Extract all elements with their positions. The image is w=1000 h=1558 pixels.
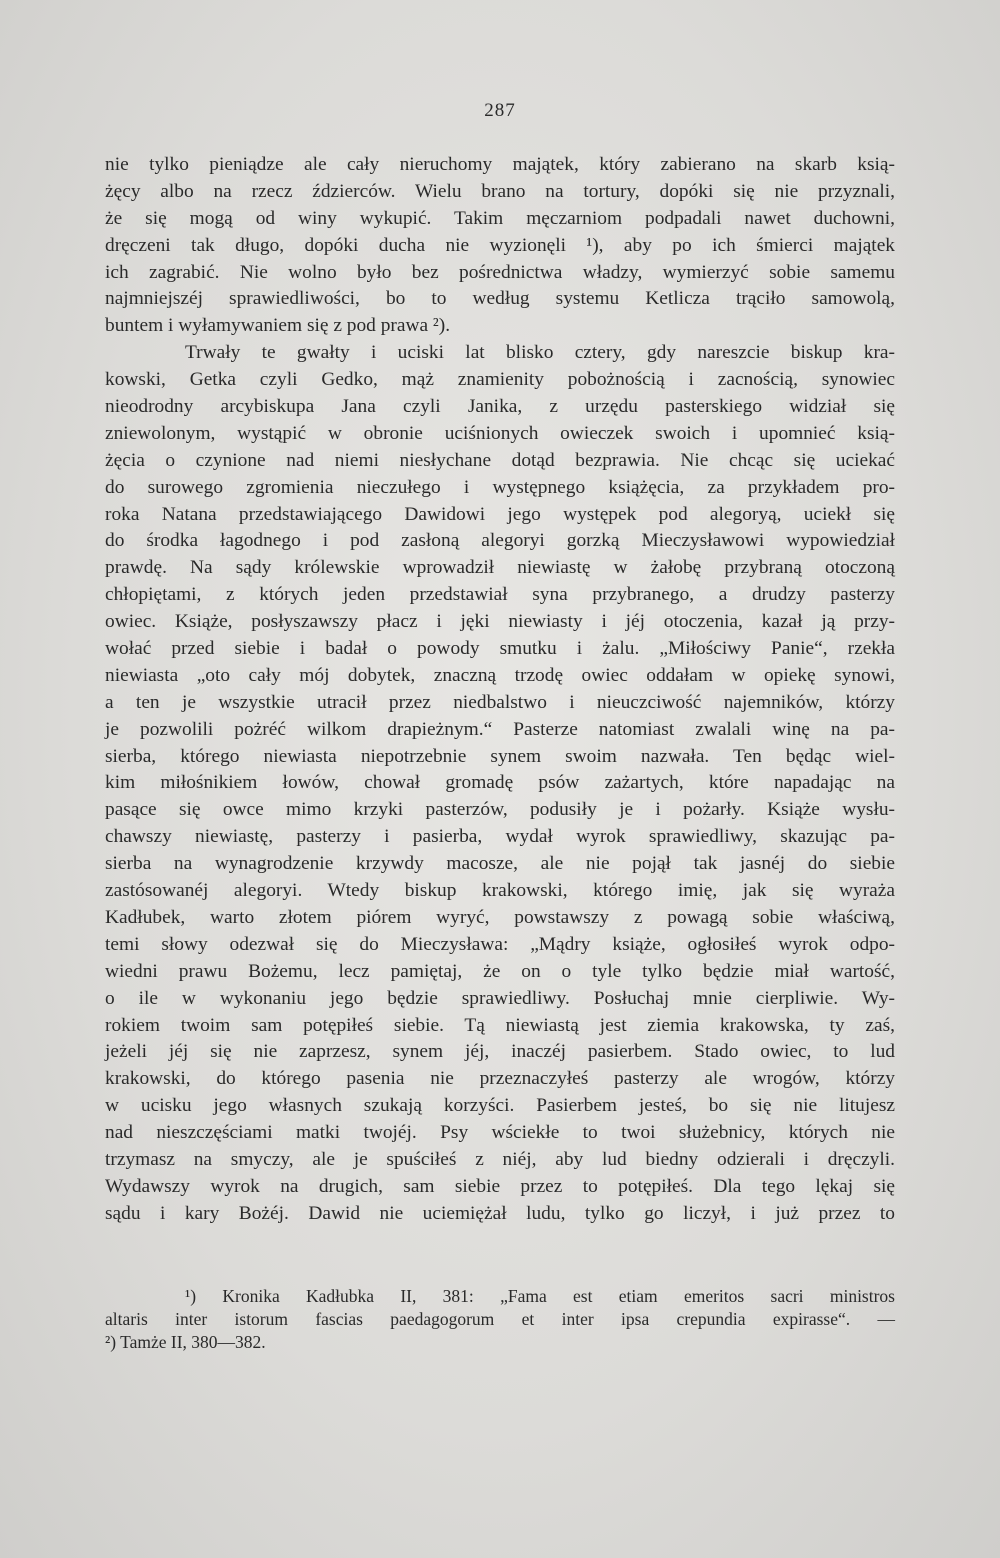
text-line: jeżeli jéj się nie zaprzesz, synem jéj, inaczéj pasierbem. Stado owiec, to lud xyxy=(105,1041,895,1063)
text-line: kowski, Getka czyli Gedko, mąż znamienity pobożnością i zacnością, synowiec xyxy=(105,369,895,391)
footnotes xyxy=(105,1285,895,1354)
text-line: Wydawszy wyrok na drugich, sam siebie przez to potępiłeś. Dla tego lękaj się xyxy=(105,1175,895,1197)
text-line: chawszy niewiastę, pasterzy i pasierba, wydał wyrok sprawiedliwy, skazując pa- xyxy=(105,826,895,848)
text-line: wiedni prawu Bożemu, lecz pamiętaj, że on o tyle tylko będzie miał wartość, xyxy=(105,960,895,982)
text-line: sierba, którego niewiasta niepotrzebnie synem swoim nazwała. Ten będąc wiel- xyxy=(105,745,895,767)
footnote-line: ¹) Kronika Kadłubka II, 381: „Fama est etiam emeritos sacri ministros xyxy=(185,1286,895,1306)
page-number: 287 xyxy=(484,100,516,121)
text-line: że się mogą od winy wykupić. Takim męczarniom podpadali nawet duchowni, xyxy=(105,207,895,229)
text-line: prawdę. Na sądy królewskie wprowadził niewiastę w żałobę przybraną otoczoną xyxy=(105,557,895,579)
paragraph-start-line: Trwały te gwałty i uciski lat blisko cztery, gdy nareszcie biskup kra- xyxy=(185,342,895,364)
text-line: żęcy albo na rzecz ździerców. Wielu brano na tortury, dopóki się nie przyznali, xyxy=(105,180,895,202)
text-line: sierba na wynagrodzenie krzywdy macosze, ale nie pojął tak jasnéj do siebie xyxy=(105,853,895,875)
text-line: kim miłośnikiem łowów, chował gromadę psów zażartych, które napadając na xyxy=(105,772,895,794)
text-line: Kadłubek, warto złotem piórem wyryć, powstawszy z powagą sobie właściwą, xyxy=(105,906,895,928)
text-line: owiec. Książe, posłyszawszy płacz i jęki niewiasty i jéj otoczenia, kazał ją przy- xyxy=(105,611,895,633)
text-line: ich zagrabić. Nie wolno było bez pośrednictwa władzy, wymierzyć sobie samemu xyxy=(105,261,895,283)
text-line: sądu i kary Bożéj. Dawid nie uciemiężał ludu, tylko go liczył, i już przez to xyxy=(105,1202,895,1224)
text-line: rokiem twoim sam potępiłeś siebie. Tą niewiastą jest ziemia krakowska, ty zaś, xyxy=(105,1014,895,1036)
text-line: pasące się owce mimo krzyki pasterzów, podusiły je i pożarły. Książe wysłu- xyxy=(105,799,895,821)
footnote-line: ²) Tamże II, 380—382. xyxy=(105,1332,266,1352)
text-line: chłopiętami, z których jeden przedstawiał syna przybranego, a drudzy pasterzy xyxy=(105,584,895,606)
text-line: do środka łagodnego i pod zasłoną alegoryi gorzką Mieczysławowi wypowiedział xyxy=(105,530,895,552)
text-line: do surowego zgromienia nieczułego i występnego książęcia, za przykładem pro- xyxy=(105,476,895,498)
text-line: trzymasz na smyczy, ale je spuściłeś z niéj, aby lud biedny odzierali i dręczyli. xyxy=(105,1148,895,1170)
text-line: nad nieszczęściami matki twojéj. Psy wściekłe to twoi służebnicy, których nie xyxy=(105,1122,895,1144)
text-line: w ucisku jego własnych szukają korzyści. Pasierbem jesteś, bo się nie litujesz xyxy=(105,1095,895,1117)
text-line: je pozwolili pożréć wilkom drapieżnym.“ Pasterze natomiast zwalali winę na pa- xyxy=(105,718,895,740)
text-line: temi słowy odezwał się do Mieczysława: „Mądry książe, ogłosiłeś wyrok odpo- xyxy=(105,933,895,955)
body-text xyxy=(105,152,895,1228)
text-line: buntem i wyłamywaniem się z pod prawa ²). xyxy=(105,315,451,337)
text-line: niewiasta „oto cały mój dobytek, znaczną trzodę owiec oddałam w opiekę synowi, xyxy=(105,664,895,686)
text-line: a ten je wszystkie utracił przez niedbalstwo i nieuczciwość najemników, którzy xyxy=(105,691,895,713)
text-line: zastósowanéj alegoryi. Wtedy biskup krakowski, którego imię, jak się wyraża xyxy=(105,880,895,902)
text-line: wołać przed siebie i badał o powody smutku i żalu. „Miłościwy Panie“, rzekła xyxy=(105,638,895,660)
text-line: zniewolonym, wystąpić w obronie uciśnionych owieczek swoich i upomnieć ksią- xyxy=(105,422,895,444)
text-line: krakowski, do którego pasenia nie przeznaczyłeś pasterzy ale wrogów, którzy xyxy=(105,1068,895,1090)
text-line: roka Natana przedstawiającego Dawidowi jego występek pod alegoryą, uciekł się xyxy=(105,503,895,525)
text-line: nie tylko pieniądze ale cały nieruchomy majątek, który zabierano na skarb ksią- xyxy=(105,154,895,175)
text-line: o ile w wykonaniu jego będzie sprawiedliwy. Posłuchaj mnie cierpliwie. Wy- xyxy=(105,987,895,1009)
text-line: żęcia o czynione nad niemi niesłychane dotąd bezprawia. Nie chcąc się uciekać xyxy=(105,449,895,471)
text-line: dręczeni tak długo, dopóki ducha nie wyzionęli ¹), aby po ich śmierci majątek xyxy=(105,234,895,256)
text-line: najmniejszéj sprawiedliwości, bo to według systemu Ketlicza trąciło samowolą, xyxy=(105,288,895,310)
footnote-line: altaris inter istorum fascias paedagogorum et inter ipsa crepundia expirasse“. — xyxy=(105,1309,895,1329)
text-line: nieodrodny arcybiskupa Jana czyli Janika, z urzędu pasterskiego widział się xyxy=(105,396,895,418)
